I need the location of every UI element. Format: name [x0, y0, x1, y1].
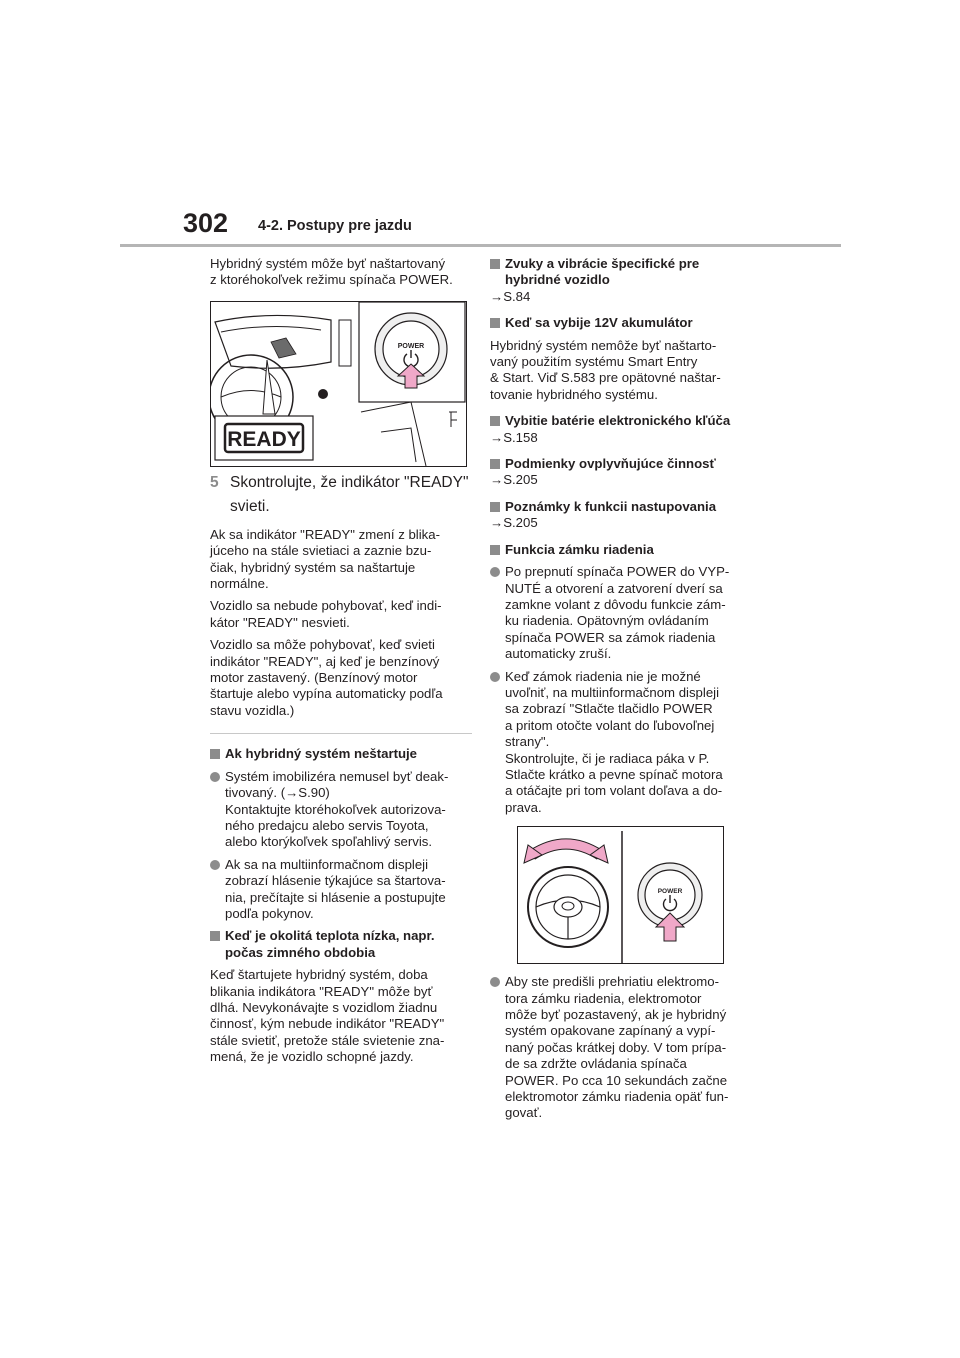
power-label: POWER — [397, 342, 425, 350]
bullet-overheat: Aby ste predišli prehriatiu elektromo- tora zámku riadenia, elektromotor môže byť pozastavený, ak je hybridný systém opakovane zapínaný a vypí- naný počas krátkej doby. V tom prípa- de sa zdržte ovládania spínača POWER. Po cca 10 sekundách začne elektromotor zámku riadenia opäť fun- govať. — [490, 974, 758, 1122]
step-number: 5 — [210, 473, 219, 491]
ref-s158: →S.158 — [490, 429, 538, 445]
left-column — [210, 256, 472, 1066]
heading-entry-notes: Poznámky k funkcii nastupovania — [490, 499, 758, 515]
ref-s205-a: →S.205 — [490, 472, 538, 488]
bullet-immobilizer: Systém imobilizéra nemusel byť deak- tivovaný. (→S.90) Kontaktujte ktoréhokoľvek autorizova- ného predajcu alebo servis Toyota, alebo ktorýkoľvek spoľahlivý servis. — [210, 769, 472, 851]
ref-s205-b: →S.205 — [490, 515, 538, 531]
heading-not-start: Ak hybridný systém neštartuje — [210, 746, 472, 762]
right-column — [490, 256, 758, 1122]
para-12v-battery: Hybridný systém nemôže byť naštarto- vaný použitím systému Smart Entry & Start. Viď S.583 pre opätovné naštar- tovanie hybridného systému. — [490, 337, 721, 402]
para-engine-stopped: Vozidlo sa môže pohybovať, keď svieti indikátor "READY", aj keď je benzínový motor zastavený. (Benzínový motor štartuje alebo vypína automaticky podľa stavu vozidla.) — [210, 637, 443, 718]
step-5: 5 Skontrolujte, že indikátor "READY" svieti. — [210, 471, 472, 519]
section-divider — [210, 733, 472, 734]
heading-sounds: Zvuky a vibrácie špecifické pre hybridné vozidlo — [490, 256, 758, 289]
heading-steering-lock: Funkcia zámku riadenia — [490, 542, 758, 558]
heading-conditions: Podmienky ovplyvňujúce činnosť — [490, 456, 758, 472]
para-low-temperature: Keď štartujete hybridný systém, doba blikania indikátora "READY" môže byť dlhá. Nevykonávajte s vozidlom žiadnu činnosť, kým nebude indikátor "READY" stále svietiť, pretože stále svietenie zna- mená, že je vozidlo schopné jazdy. — [210, 967, 445, 1065]
para-not-ready: Vozidlo sa nebude pohybovať, keď indi- kátor "READY" nesvieti. — [210, 598, 442, 630]
para-ready-blink: Ak sa indikátor "READY" zmení z blika- júceho na stále svietiaci a zaznie bzu- čiak, hybridný systém sa naštartuje normálne. — [210, 526, 440, 592]
power-label-2: POWER — [657, 888, 683, 896]
heading-low-temperature: Keď je okolitá teplota nízka, napr. počas zimného obdobia — [210, 928, 472, 961]
heading-12v-battery: Keď sa vybije 12V akumulátor — [490, 315, 758, 331]
section-title: 4-2. Postupy pre jazdu — [258, 218, 412, 234]
figure-steering-lock — [517, 826, 724, 964]
bullet-steering-lock: Po prepnutí spínača POWER do VYP- NUTÉ a otvorení a zatvorení dverí sa zamkne volant z dôvodu funkcie zám- ku riadenia. Opätovným ovládaním spínača POWER sa zámok riadenia automaticky zruší. — [490, 564, 758, 662]
intro-text: Hybridný systém môže byť naštartovaný z ktoréhokoľvek režimu spínača POWER. — [210, 256, 453, 288]
page-number: 302 — [183, 208, 229, 238]
ref-s84: →S.84 — [490, 288, 531, 304]
header-rule — [120, 244, 841, 247]
bullet-lock-release: Keď zámok riadenia nie je možné uvoľniť, na multiinformačnom displeji sa zobrazí "Stlačte tlačidlo POWER a pritom otočte volant do ľubovoľnej strany". Skontrolujte, či je radiaca páka v P. Stlačte krátko a pevne spínač motora a otáčajte pri tom volant doľava a do- prava. — [490, 669, 758, 817]
heading-key-battery: Vybitie batérie elektronického kľúča — [490, 413, 758, 429]
figure-ready-indicator — [210, 301, 467, 467]
bullet-start-message: Ak sa na multiinformačnom displeji zobrazí hlásenie týkajúce sa štartova- nia, prečítajte si hlásenie a postupujte podľa pokynov. — [210, 857, 472, 923]
ready-label: READY — [227, 427, 301, 451]
